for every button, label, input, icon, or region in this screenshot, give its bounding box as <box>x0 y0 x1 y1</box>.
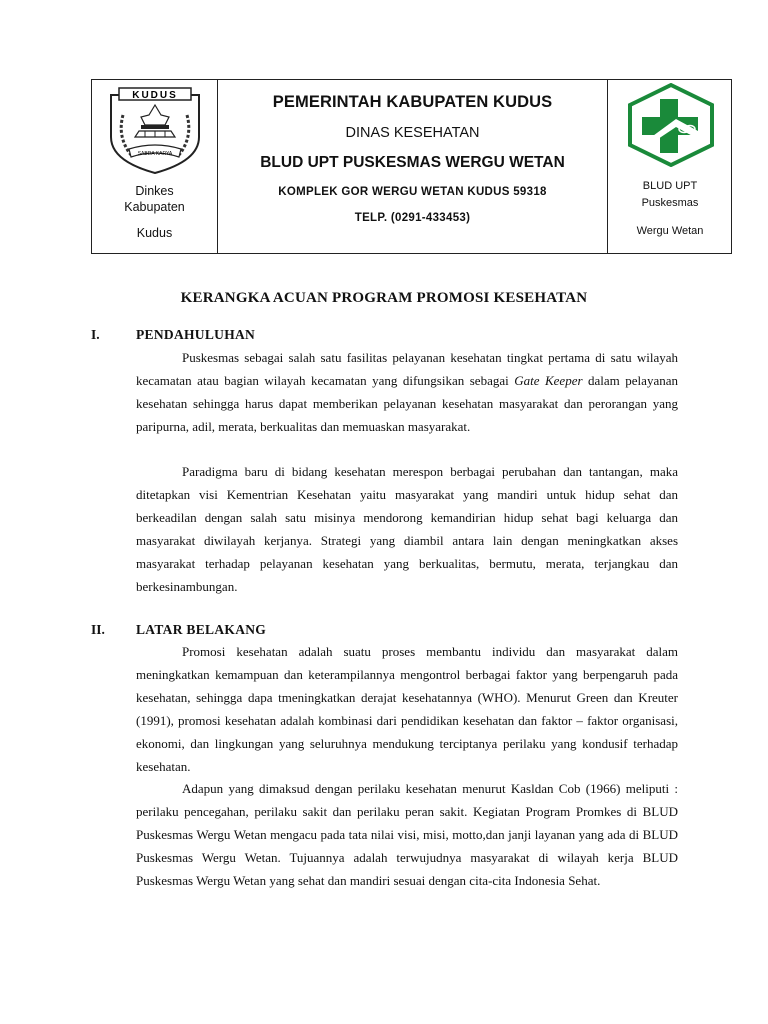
right-label-line-2: Puskesmas <box>641 197 699 209</box>
letterhead <box>91 79 732 254</box>
letterhead-right-column <box>608 80 732 253</box>
section-2-paragraph-1: Promosi kesehatan adalah suatu proses membantu individu dan masyarakat dalam meningkatkan kemampuan dan keterampilannya mengontrol berbagai faktor yang berpengaruh pada kesehatan, sehingga dapa tmeningkatkan derajat kesehatannya (WHO). Menurut Green dan Kreuter (1991), promosi kesehatan adalah kombinasi dari pendidikan kesehatan dan faktor – faktor organisasi, ekonomi, dan lingkungan yang seluruhnya mendukung terciptanya perilaku yang kondusif terhadap kesehatan. <box>136 644 678 774</box>
government-title: PEMERINTAH KABUPATEN KUDUS <box>272 93 553 111</box>
puskesmas-logo-icon <box>626 83 716 167</box>
section-2-heading: LATAR BELAKANG <box>136 622 267 637</box>
section-2-number: II. <box>91 622 105 637</box>
unit-name: BLUD UPT PUSKESMAS WERGU WETAN <box>260 154 565 171</box>
right-label-line-3: Wergu Wetan <box>636 225 704 237</box>
left-label-line-1: Dinkes <box>135 184 174 198</box>
section-1-paragraph-1: Puskesmas sebagai salah satu fasilitas pelayanan kesehatan tingkat pertama di satu wilayah kecamatan atau bagian wilayah kecamatan yang difungsikan sebagai Gate Keeper dalam pelayanan kesehatan sehingga harus dapat memberikan pelayanan kesehatan masyarakat dan perorangan yang paripurna, adil, merata, berkualitas dan memuaskan masyarakat. <box>136 350 678 434</box>
department-name: DINAS KESEHATAN <box>345 125 480 141</box>
right-label-line-1: BLUD UPT <box>642 180 698 192</box>
section-1-number: I. <box>91 327 100 342</box>
svg-text:SABDA KARYA: SABDA KARYA <box>137 151 173 157</box>
letterhead-left-column <box>92 80 217 253</box>
kudus-regency-seal-icon <box>101 85 209 175</box>
phone-number: TELP. (0291-433453) <box>354 212 471 224</box>
section-1-heading: PENDAHULUHAN <box>136 327 256 342</box>
section-1-paragraph-2: Paradigma baru di bidang kesehatan merespon berbagai perubahan dan tantangan, maka ditetapkan visi Kementrian Kesehatan yaitu masyarakat yang mandiri untuk hidup sehat dan berkeadilan dengan salah satu misinya mendorong kemandirian hidup sehat bagi keluarga dan masyarakat diwilayah kerjanya. Strategi yang diambil antara lain dengan meningkatkan akses masyarakat terhadap pelayanan kesehatan yang berkualitas, bermutu, merata, terjangkau dan berkesinambungan. <box>136 464 678 594</box>
left-label-line-2: Kabupaten <box>124 200 185 214</box>
section-2-paragraph-2: Adapun yang dimaksud dengan perilaku kesehatan menurut Kasldan Cob (1966) meliputi : perilaku pencegahan, perilaku sakit dan perilaku peran sakit. Kegiatan Program Promkes di BLUD Puskesmas Wergu Wetan mengacu pada tata nilai visi, misi, motto,dan janji layanan yang ada di BLUD Puskesmas Wergu Wetan. Tujuannya adalah terwujudnya masyarakat di wilayah kerja BLUD Puskesmas Wergu Wetan yang sehat dan mandiri sesuai dengan cita-cita Indonesia Sehat. <box>136 781 678 888</box>
svg-text:KUDUS: KUDUS <box>132 90 178 101</box>
gate-keeper-term: Gate Keeper <box>514 372 583 388</box>
document-title: KERANGKA ACUAN PROGRAM PROMOSI KESEHATAN <box>180 290 588 306</box>
address: KOMPLEK GOR WERGU WETAN KUDUS 59318 <box>278 186 547 198</box>
left-label-line-3: Kudus <box>136 226 173 240</box>
